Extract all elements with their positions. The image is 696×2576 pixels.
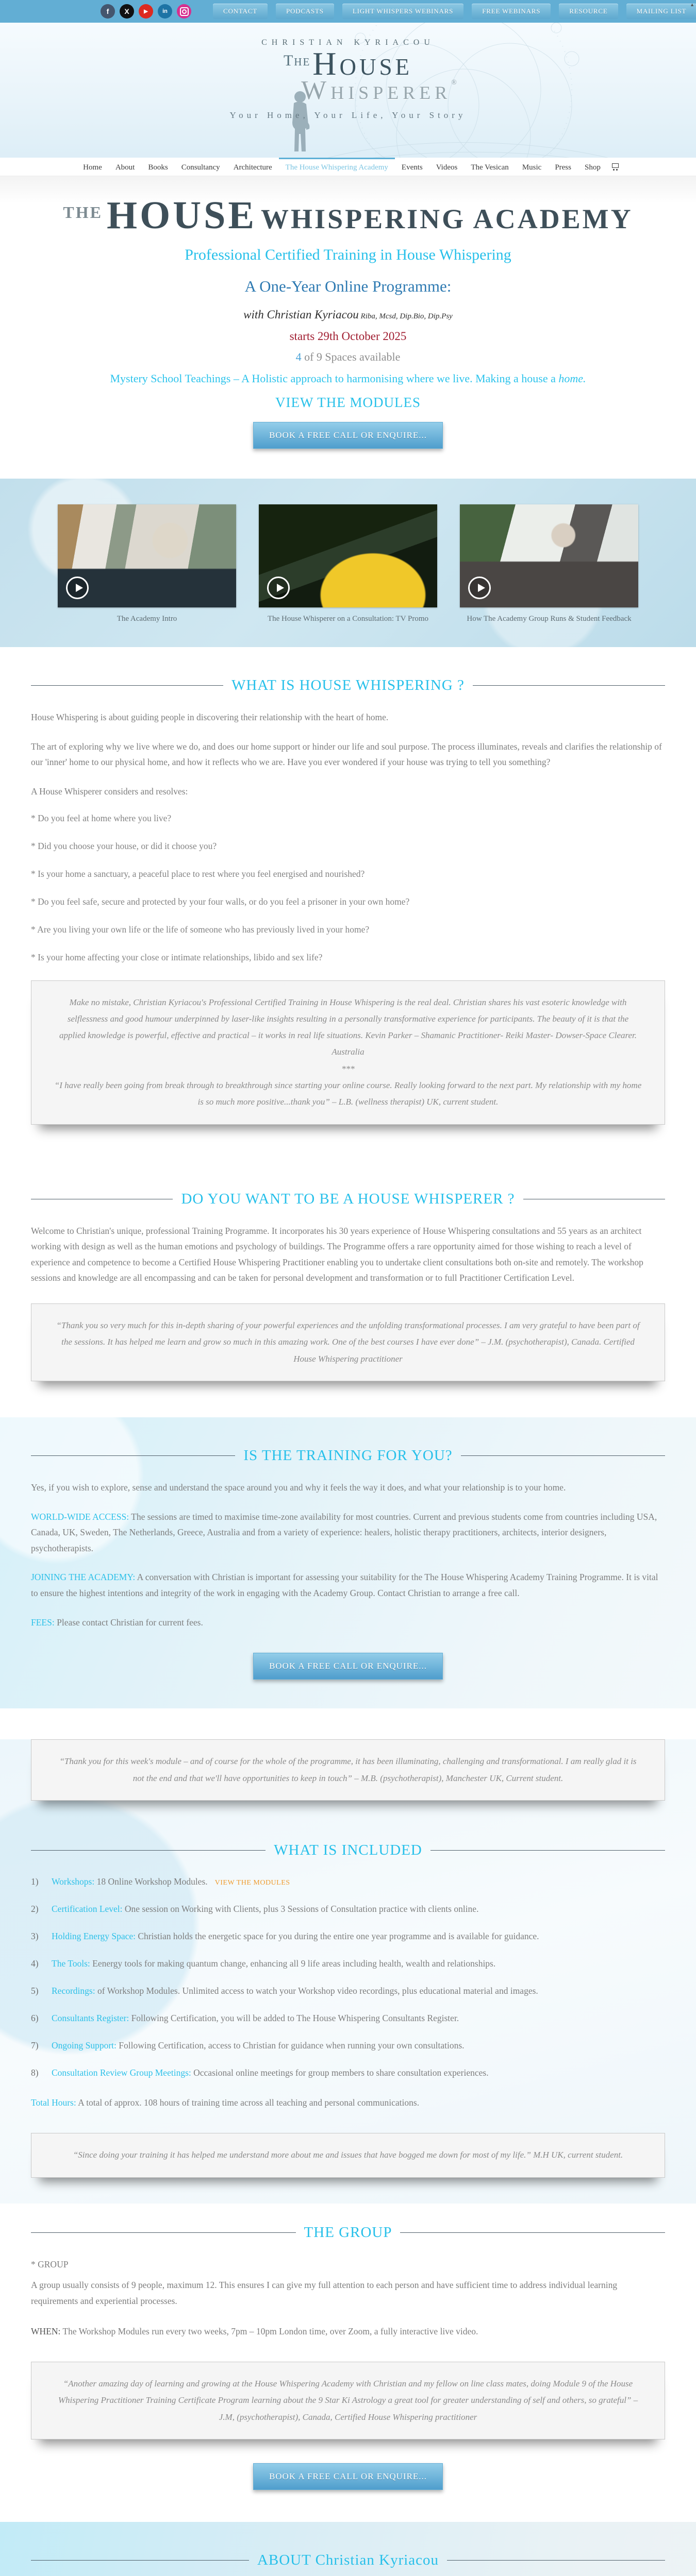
included-item [31, 2011, 665, 2025]
testimonial-text: Make no mistake, Christian Kyriacou's Professional Certified Training in House Whispering is the real deal. Christian shares his vast esoteric knowledge with selflessness and good humour underpinned by laser-like insights resulting in a personally transformative experience for participants. The beauty of it is that the applied knowledge is powerful, effective and practical – it works in real life situations. Kevin Parker – Shamanic Practitioner- Reiki Master- Dowser-Space Clearer. Australia [59, 997, 637, 1057]
training-item-text: The sessions are timed to maximise time-zone availability for most countries. Current and previous students come from countries including USA, Canada, UK, Sweden, The Netherlands, Greece, Australia and from a variety of experience: healers, holistic therapy practitioners, architects, interior designers, psychotherapists. [31, 1511, 657, 1553]
nav-item-about[interactable]: About [115, 163, 135, 172]
what-is-p3: A House Whisperer considers and resolves: [31, 786, 188, 796]
section-title: WHAT IS INCLUDED [274, 1841, 422, 1858]
about-section [0, 2522, 696, 2576]
item-text: of Workshop Modules. Unlimited access to watch your Workshop video recordings, plus educational material and images. [95, 1986, 538, 1996]
what-is-section [0, 647, 696, 1125]
hero-subtitle: Professional Certified Training in House Whispering [185, 246, 511, 263]
nav-item-home[interactable]: Home [83, 163, 102, 172]
mystery-text: Mystery School Teachings – A Holistic approach to harmonising where we live. Making a house a [110, 372, 559, 385]
training-p1: Yes, if you wish to explore, sense and understand the space around you and why it feels the way it does, and what your relationship is to your home. [31, 1482, 566, 1493]
testimonial-text: “Thank you for this week's module – and of course for the whole of the programme, it has been illuminating, challenging and transformational. I am really glad it is not the end and that we'll have opportunities to keep in touch” – M.B. (psychotherapist), Manchester UK, Current student. [59, 1756, 637, 1783]
top-bar [0, 0, 696, 23]
spaces-count: 4 [295, 350, 302, 363]
item-label: Certification Level: [52, 1904, 123, 1914]
included-item [31, 2065, 665, 2080]
group-star: * GROUP [31, 2259, 69, 2269]
section-title: WHAT IS HOUSE WHISPERING ? [231, 677, 465, 693]
want-paragraph: Welcome to Christian's unique, professional Training Programme. It incorporates his 30 years experience of House Whispering consultations and 55 years as an architect working with design as well as the human emotions and psychology of buildings. The Programme offers a rare opportunity aimed for those wishing to reach a level of experience and competence to become a Certified House Whispering Practitioner enabling you to undertake client consultations both on-site and remotely. The workshop sessions and knowledge are all encompassing and can be taken for personal development and transformation or to full Practitioner Certification Level. [31, 1225, 643, 1283]
x-twitter-icon[interactable]: X [120, 4, 134, 19]
nav-item-consultancy[interactable]: Consultancy [181, 163, 220, 172]
group-when [31, 2324, 665, 2340]
nav-item-architecture[interactable]: Architecture [233, 163, 272, 172]
video-card [259, 504, 437, 623]
spaces-available [0, 350, 696, 364]
training-item [31, 1569, 665, 1601]
hero-with-line [0, 308, 696, 321]
testimonial-box [31, 1739, 665, 1801]
contact-button[interactable]: CONTACT [213, 4, 268, 19]
included-item [31, 1984, 665, 1998]
section-heading [31, 1837, 665, 1859]
item-text: One session on Working with Clients, plus 3 Sessions of Consultation practice with clients online. [122, 1904, 479, 1914]
section-title: THE GROUP [304, 2224, 392, 2241]
section-heading [31, 2522, 665, 2569]
section-heading [31, 647, 665, 694]
hero-section [0, 176, 696, 479]
item-text: Following Certification, access to Christian for guidance when running your own consultations. [116, 2040, 465, 2051]
testimonial-text: “I have really been going from break through to breakthrough since starting your online course. Really looking forward to the next part. My relationship with my home is so much more positive...thank you” – L.B. (wellness therapist) UK, current student. [54, 1080, 642, 1107]
included-item [31, 1874, 665, 1889]
included-item [31, 1956, 665, 1971]
item-number: 2) [31, 1904, 39, 1914]
total-hours-label: Total Hours: [31, 2097, 76, 2108]
item-label: Recordings: [52, 1986, 95, 1996]
nav-item-shop[interactable]: Shop [584, 163, 601, 172]
item-number: 4) [31, 1958, 39, 1969]
light-whispers-webinars-button[interactable]: LIGHT WHISPERS WEBINARS [342, 4, 463, 19]
hero-title-house: HOUSE [106, 194, 257, 237]
view-modules-link[interactable]: VIEW THE MODULES [275, 395, 421, 410]
group-p1: A group usually consists of 9 people, maximum 12. This ensures I can give my full attention to each person and have sufficient time to address individual learning requirements and experiential processes. [31, 2280, 618, 2306]
main-nav [0, 158, 696, 176]
video-thumbnail-tv-promo[interactable] [259, 504, 437, 607]
logo-the: The [283, 52, 311, 69]
item-text: Eenergy tools for making quantum change, enhancing all 9 life areas including health, wealth and relationships. [90, 1958, 496, 1969]
free-webinars-button[interactable]: FREE WEBINARS [472, 4, 551, 19]
item-text: Following Certification, you will be added to The House Whispering Consultants Register. [129, 2013, 459, 2024]
section-title: ABOUT Christian Kyriacou [257, 2552, 439, 2569]
item-text: Occasional online meetings for group members to share consultation experiences. [191, 2067, 489, 2078]
logo-house: House [312, 45, 413, 82]
item-label: Workshops: [52, 1876, 95, 1887]
scrollbar-up-arrow[interactable]: ▲ [690, 2, 694, 7]
item-number: 7) [31, 2040, 39, 2051]
included-item [31, 1929, 665, 1943]
question-item: * Did you choose your house, or did it choose you? [31, 840, 217, 851]
section-heading [31, 1161, 665, 1208]
video-caption: The House Whisperer on a Consultation: TV Promo [267, 615, 429, 623]
hero-title-rest: WHISPERING ACADEMY [261, 204, 633, 234]
question-item: * Do you feel safe, secure and protected by your four walls, or do you feel a prisoner in your own home? [31, 896, 410, 907]
book-free-call-button[interactable]: BOOK A FREE CALL OR ENQUIRE... [253, 2463, 443, 2490]
item-label: Ongoing Support: [52, 2040, 117, 2051]
play-icon[interactable] [66, 577, 89, 599]
included-section [0, 1739, 696, 2203]
book-free-call-button[interactable]: BOOK A FREE CALL OR ENQUIRE... [253, 422, 443, 449]
hero-programme-line: A One-Year Online Programme: [244, 277, 452, 295]
logo-tagline: Your Home, Your Life, Your Story [229, 110, 467, 120]
item-label: Consultation Review Group Meetings: [52, 2067, 191, 2078]
podcasts-button[interactable]: PODCASTS [276, 4, 334, 19]
what-is-p2: The art of exploring why we live where we do, and does our home support or hinder our life and soul purpose. The process illuminates, reveals and clarifies the relationship of our 'inner' home to our physical home, and how it reflects who we are. Have you ever wondered if your house was trying to tell you something? [31, 741, 662, 768]
testimonial-box [31, 980, 665, 1125]
question-item: * Are you living your own life or the life of someone who has previously lived in your home? [31, 924, 370, 935]
video-thumbnail-academy-intro[interactable] [58, 504, 236, 607]
item-number: 1) [31, 1876, 39, 1887]
question-item: * Is your home a sanctuary, a peaceful place to rest where you feel energised and nourished? [31, 868, 365, 879]
video-caption: How The Academy Group Runs & Student Feedback [467, 615, 632, 623]
hero-title-the: THE [63, 203, 103, 222]
item-label: Consultants Register: [52, 2013, 129, 2024]
video-caption: The Academy Intro [117, 615, 177, 623]
nav-item-press[interactable]: Press [555, 163, 571, 172]
linkedin-icon[interactable]: in [158, 4, 172, 19]
instagram-icon[interactable] [177, 4, 191, 19]
question-item: * Do you feel at home where you live? [31, 812, 172, 823]
logo-title-line2[interactable] [62, 77, 696, 104]
testimonial-separator: *** [341, 1063, 355, 1074]
nav-item-music[interactable]: Music [522, 163, 542, 172]
total-hours [31, 2097, 665, 2108]
start-date: starts 29th October 2025 [289, 330, 407, 343]
testimonial-text: “Another amazing day of learning and growing at the House Whispering Academy with Christian and my fellow on line class mates, doing Module 9 of the House Whispering Practitioner Training Certificate Program learning about the 9 Star Ki Astrology a great tool for greater understanding of self and others, so grateful” – J.M, (psychotherapist), Canada, Certified House Whispering practitioner [58, 2379, 638, 2422]
play-icon[interactable] [468, 577, 491, 599]
testimonial-text: “Since doing your training it has helped me understand more about me and issues that have bogged me down for most of my life.” M.H UK, current student. [73, 2150, 623, 2160]
training-section [0, 1417, 696, 1708]
want-section [0, 1161, 696, 1381]
play-icon[interactable] [267, 577, 290, 599]
mystery-home-word: home. [558, 372, 586, 385]
total-hours-text: A total of approx. 108 hours of training time across all teaching and personal communications. [76, 2097, 420, 2108]
section-heading [31, 1417, 665, 1464]
training-item-label: FEES: [31, 1617, 55, 1628]
training-item [31, 1509, 665, 1556]
hero-instructor-name: with Christian Kyriacou [243, 308, 359, 321]
mailing-list-button[interactable]: MAILING LIST [626, 4, 696, 19]
view-modules-link[interactable]: VIEW THE MODULES [214, 1878, 290, 1887]
nav-item-academy[interactable]: The House Whispering Academy [279, 158, 395, 176]
youtube-icon[interactable]: ▶ [139, 4, 153, 19]
training-item-label: JOINING THE ACADEMY: [31, 1572, 136, 1583]
resource-button[interactable]: RESOURCE [559, 4, 618, 19]
testimonial-text: “Thank you so very much for this in-depth sharing of your powerful experiences and the unfolding transformational processes. I am very grateful to have been part of the sessions. It has helped me learn and grow so much in this amazing work. One of the best courses I have ever done” – J.M. (psychotherapist), Canada. Certified House Whispering practitioner [56, 1320, 640, 1364]
training-item-text: Please contact Christian for current fees. [54, 1617, 203, 1628]
item-text: Christian holds the energetic space for you during the entire one year programme and is available for guidance. [135, 1931, 539, 1942]
page-title [0, 196, 696, 235]
book-free-call-button[interactable]: BOOK A FREE CALL OR ENQUIRE... [253, 1653, 443, 1680]
video-card [460, 504, 638, 623]
testimonial-box [31, 1303, 665, 1381]
item-text: 18 Online Workshop Modules. [94, 1876, 208, 1887]
video-thumbnail-group-feedback[interactable] [460, 504, 638, 607]
group-section [0, 2204, 696, 2522]
section-heading [31, 2204, 665, 2241]
registered-mark: ® [451, 79, 457, 87]
what-is-p1: House Whispering is about guiding people in discovering their relationship with the heart of home. [31, 712, 389, 722]
testimonial-box [31, 2133, 665, 2177]
questions-list [31, 813, 665, 963]
nav-item-videos[interactable]: Videos [436, 163, 458, 172]
site-header [0, 23, 696, 158]
logo-whisperer: Whisperer [301, 76, 452, 105]
training-item [31, 1615, 665, 1631]
training-item-label: WORLD-WIDE ACCESS: [31, 1511, 129, 1522]
logo-author: CHRISTIAN KYRIACOU [261, 38, 435, 47]
when-text: The Workshop Modules run every two weeks, 7pm – 10pm London time, over Zoom, a fully interactive live video. [60, 2326, 478, 2336]
item-number: 3) [31, 1931, 39, 1942]
facebook-icon[interactable]: f [101, 4, 115, 19]
social-links [101, 4, 191, 19]
item-number: 8) [31, 2067, 39, 2078]
item-number: 6) [31, 2013, 39, 2024]
item-number: 5) [31, 1986, 39, 1996]
nav-item-books[interactable]: Books [148, 163, 168, 172]
section-title: IS THE TRAINING FOR YOU? [243, 1447, 453, 1464]
question-item: * Is your home affecting your close or intimate relationships, libido and sex life? [31, 952, 323, 962]
video-card [58, 504, 236, 623]
section-title: DO YOU WANT TO BE A HOUSE WHISPERER ? [181, 1190, 515, 1207]
item-label: Holding Energy Space: [52, 1931, 136, 1942]
video-band [0, 479, 696, 647]
item-label: The Tools: [52, 1958, 90, 1969]
when-label: WHEN: [31, 2326, 61, 2336]
nav-item-the-vesican[interactable]: The Vesican [471, 163, 509, 172]
cart-icon[interactable] [610, 163, 620, 171]
training-item-text: A conversation with Christian is important for assessing your suitability for the The House Whispering Academy Training Programme. It is vital to ensure the highest intentions and integrity of the work in engaging with the Academy Group. Contact Christian to arrange a free call. [31, 1572, 658, 1599]
testimonial-box [31, 2362, 665, 2439]
mystery-school-line [0, 372, 696, 385]
spaces-text: of 9 Spaces available [301, 350, 401, 363]
hero-credentials: Riba, Mcsd, Dip.Bio, Dip.Psy [358, 312, 453, 320]
nav-item-events[interactable]: Events [401, 163, 423, 172]
included-item [31, 2038, 665, 2053]
included-item [31, 1902, 665, 1916]
